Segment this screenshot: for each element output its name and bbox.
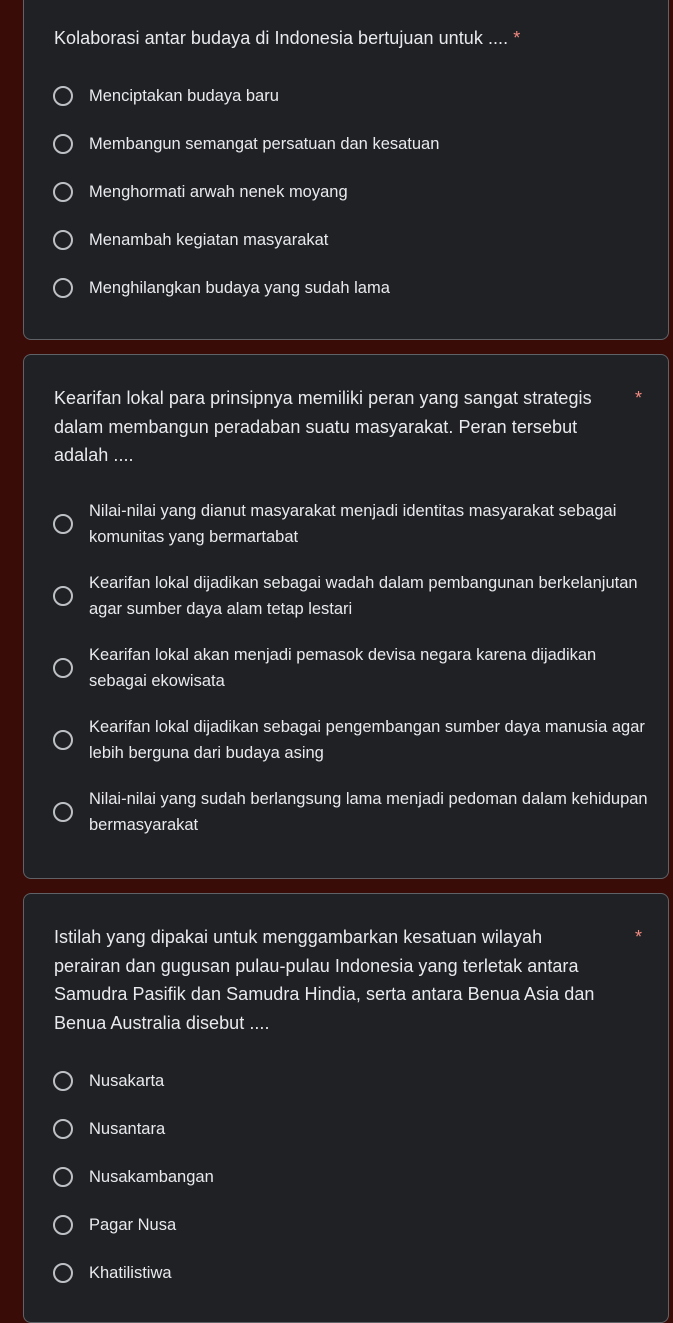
radio-option[interactable] [53,1260,648,1286]
required-asterisk: * [634,927,642,947]
required-asterisk: * [634,388,642,408]
radio-button-icon[interactable] [53,182,73,202]
radio-button-icon[interactable] [53,1263,73,1283]
radio-option[interactable] [53,1164,648,1190]
question-card-1 [23,0,669,340]
question-card-2 [23,354,669,879]
option-label: Khatilistiwa [89,1264,172,1282]
option-label: Nusakarta [89,1072,165,1090]
radio-option[interactable] [53,131,648,157]
radio-option[interactable] [53,1212,648,1238]
question-title: Istilah yang dipakai untuk menggambarkan kesatuan wilayah perairan dan gugusan pulau-pulau Indonesia yang terletak antara Samudra Pasifik dan Samudra Hindia, serta antara Benua Asia dan Benua Australia disebut .... [54,927,595,1033]
radio-button-icon[interactable] [53,802,73,822]
radio-button-icon[interactable] [53,230,73,250]
radio-option[interactable] [53,275,648,301]
radio-option[interactable] [53,570,648,622]
option-label: Menghilangkan budaya yang sudah lama [89,279,390,297]
radio-option[interactable] [53,786,648,838]
radio-option[interactable] [53,179,648,205]
radio-button-icon[interactable] [53,1071,73,1091]
option-label: Nilai-nilai yang dianut masyarakat menjadi identitas masyarakat sebagai komunitas yang bermartabat [89,502,617,546]
radio-button-icon[interactable] [53,1119,73,1139]
radio-button-icon[interactable] [53,134,73,154]
radio-option[interactable] [53,1068,648,1094]
radio-button-icon[interactable] [53,730,73,750]
radio-button-icon[interactable] [53,1215,73,1235]
option-label: Pagar Nusa [89,1216,177,1234]
option-label: Membangun semangat persatuan dan kesatuan [89,135,440,153]
radio-button-icon[interactable] [53,658,73,678]
option-label: Nusantara [89,1120,166,1138]
option-label: Kearifan lokal dijadikan sebagai wadah dalam pembangunan berkelanjutan agar sumber daya alam tetap lestari [89,574,638,618]
option-label: Menambah kegiatan masyarakat [89,231,329,249]
option-label: Menghormati arwah nenek moyang [89,183,348,201]
radio-button-icon[interactable] [53,278,73,298]
radio-button-icon[interactable] [53,86,73,106]
radio-option[interactable] [53,227,648,253]
radio-button-icon[interactable] [53,586,73,606]
radio-button-icon[interactable] [53,514,73,534]
radio-option[interactable] [53,642,648,694]
radio-option[interactable] [53,714,648,766]
option-label: Menciptakan budaya baru [89,87,279,105]
radio-option[interactable] [53,83,648,109]
question-title: Kolaborasi antar budaya di Indonesia bertujuan untuk .... * [54,28,521,48]
option-label: Kearifan lokal akan menjadi pemasok devisa negara karena dijadikan sebagai ekowisata [89,646,597,690]
option-label: Nilai-nilai yang sudah berlangsung lama menjadi pedoman dalam kehidupan bermasyarakat [89,790,648,834]
radio-option[interactable] [53,1116,648,1142]
option-label: Nusakambangan [89,1168,214,1186]
option-label: Kearifan lokal dijadikan sebagai pengembangan sumber daya manusia agar lebih berguna dari budaya asing [89,718,645,762]
question-card-3 [23,893,669,1323]
required-asterisk: * [513,28,521,48]
radio-option[interactable] [53,498,648,550]
radio-button-icon[interactable] [53,1167,73,1187]
question-title: Kearifan lokal para prinsipnya memiliki peran yang sangat strategis dalam membangun peradaban suatu masyarakat. Peran tersebut adalah .... [54,388,592,465]
